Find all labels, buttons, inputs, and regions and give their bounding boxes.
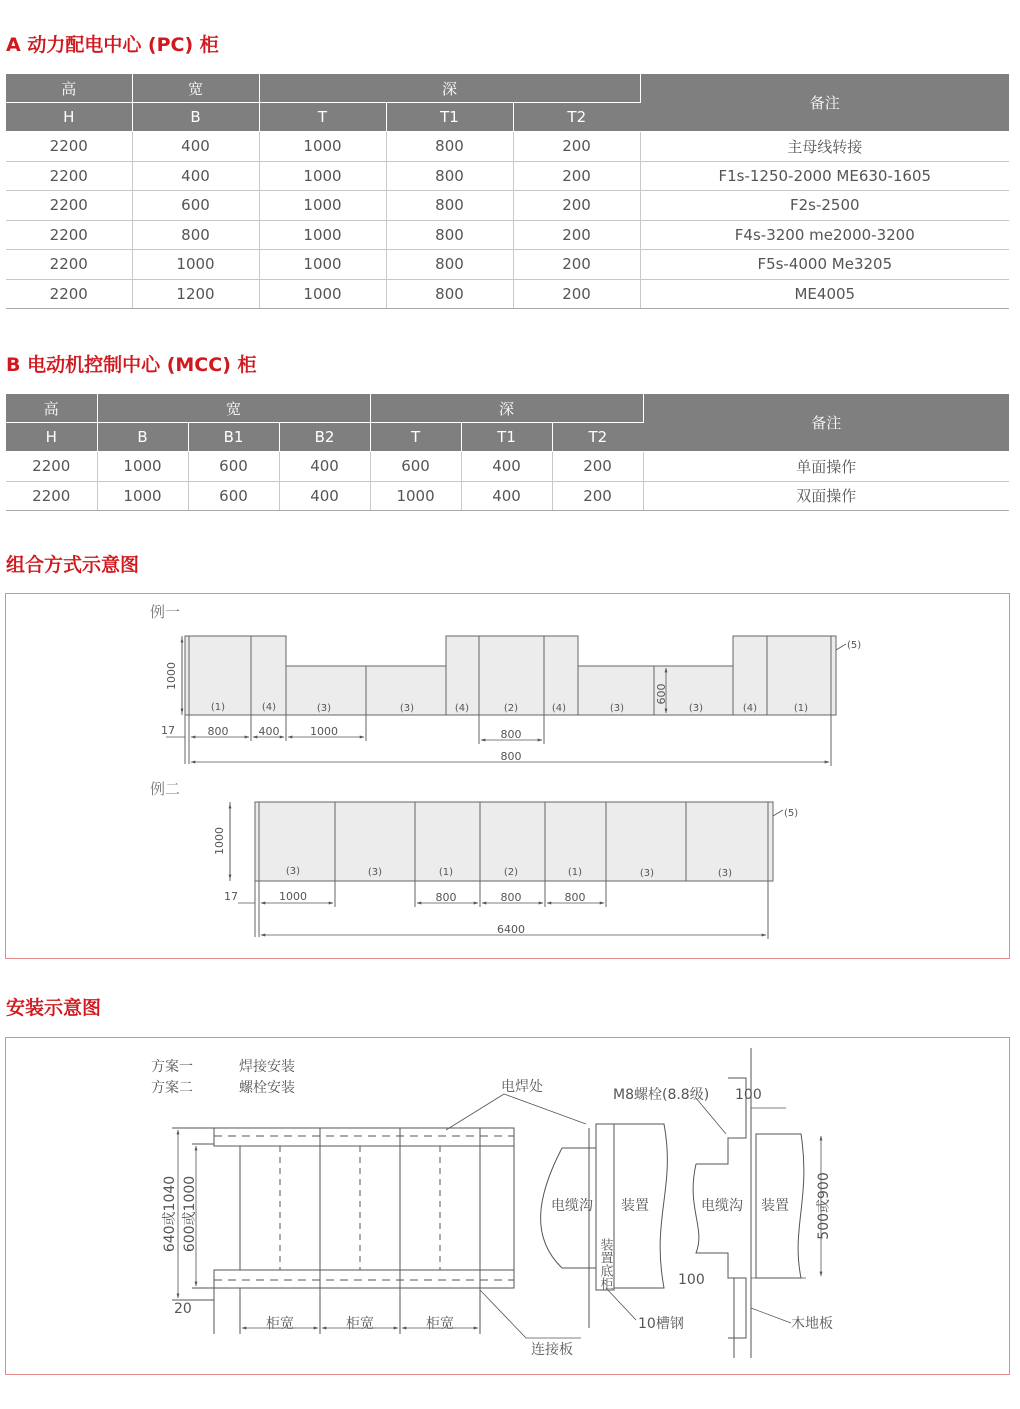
ex2-dim-2: 800: [500, 891, 522, 904]
table-row: [6, 279, 1009, 309]
channel-label: 10槽钢: [638, 1316, 684, 1332]
width-label: 柜宽: [346, 1316, 374, 1332]
ex1-cell-label: (1): [793, 703, 809, 714]
ex1-cell-label: (2): [503, 703, 519, 714]
header-height: 高: [6, 394, 97, 423]
table-cell: 200: [552, 452, 643, 482]
bolt-label: M8螺栓(8.8级): [613, 1087, 710, 1103]
ex2-cell-label: (2): [503, 867, 519, 878]
ex1-cell-label: (3): [609, 703, 625, 714]
table-cell: 1000: [259, 132, 386, 162]
table-cell: 1000: [97, 452, 188, 482]
offset-20-label: 20: [174, 1301, 192, 1317]
table-cell: 1000: [259, 279, 386, 309]
table-cell: F1s-1250-2000 ME630-1605: [640, 161, 1009, 191]
ex2-dim-1: 800: [435, 891, 457, 904]
ex1-cell-label: (3): [688, 703, 704, 714]
depth-left-label: 640或1040: [162, 1175, 178, 1253]
header-remark: 备注: [643, 394, 1009, 452]
table-cell: F2s-2500: [640, 191, 1009, 221]
table-cell: 200: [513, 250, 640, 280]
table-cell: 主母线转接: [640, 132, 1009, 162]
ex2-cell-label: (1): [567, 867, 583, 878]
table-row: [6, 191, 1009, 221]
plan-1-label: 方案一: [151, 1059, 193, 1075]
table-cell: ME4005: [640, 279, 1009, 309]
ex1-dim-3: 800: [500, 728, 522, 741]
table-cell: 2200: [6, 481, 97, 511]
header-depth: 深: [370, 394, 643, 423]
ex2-cell-label: (3): [367, 867, 383, 878]
ex1-dim-1: 400: [258, 725, 280, 738]
table-cell: 单面操作: [643, 452, 1009, 482]
table-cell: 800: [386, 279, 513, 309]
table-cell: 600: [188, 452, 279, 482]
table-cell: 1000: [259, 161, 386, 191]
combination-diagram-frame: [5, 593, 1010, 959]
trench-label: 电缆沟: [701, 1198, 743, 1214]
device-label: 装置: [761, 1198, 789, 1214]
ex1-cell-label: (4): [742, 703, 758, 714]
table-cell: 1000: [259, 250, 386, 280]
ex1-dim-0: 800: [207, 725, 229, 738]
section-b-title: B 电动机控制中心 (MCC) 柜: [6, 354, 257, 376]
ex2-dim-0: 1000: [279, 890, 307, 903]
table-cell: 200: [513, 132, 640, 162]
table-cell: 200: [552, 481, 643, 511]
table-cell: 800: [386, 220, 513, 250]
table-cell: 1200: [132, 279, 259, 309]
table-cell: 200: [513, 161, 640, 191]
header-remark: 备注: [640, 74, 1009, 132]
ex1-dim-2: 1000: [310, 725, 338, 738]
table-cell: 2200: [6, 161, 132, 191]
header-h: H: [6, 423, 97, 452]
table-cell: 200: [513, 191, 640, 221]
ex1-p5-label: (5): [847, 640, 862, 651]
ex1-cell-label: (4): [551, 703, 567, 714]
ex2-cell-label: (3): [285, 866, 301, 877]
table-cell: 800: [386, 161, 513, 191]
table-cell: 200: [513, 279, 640, 309]
table-cell: 400: [279, 452, 370, 482]
ex2-p5-label: (5): [784, 808, 799, 819]
example-1-label: 例一: [150, 603, 181, 621]
example-2-label: 例二: [150, 780, 181, 798]
section-d-title: 安装示意图: [6, 997, 102, 1019]
table-cell: 400: [132, 132, 259, 162]
width-label: 柜宽: [426, 1316, 454, 1332]
ex1-cell-label: (3): [399, 703, 415, 714]
ex2-cell-label: (3): [717, 868, 733, 879]
width-label: 柜宽: [266, 1316, 294, 1332]
table-cell: 2200: [6, 279, 132, 309]
section-a-title: A 动力配电中心 (PC) 柜: [6, 34, 219, 56]
header-b2: B2: [279, 423, 370, 452]
mcc-spec-table: [6, 394, 1009, 511]
table-cell: 1000: [259, 220, 386, 250]
pc-spec-table: [6, 74, 1009, 309]
table-cell: 2200: [6, 452, 97, 482]
combination-diagram: [6, 594, 1009, 958]
table-cell: 600: [188, 481, 279, 511]
ex2-dim-3: 800: [564, 891, 586, 904]
header-b1: B1: [188, 423, 279, 452]
ex2-total: 6400: [497, 923, 525, 936]
weld-label: 电焊处: [501, 1079, 543, 1095]
table-cell: 800: [132, 220, 259, 250]
header-height: 高: [6, 74, 132, 103]
header-t2: T2: [552, 423, 643, 452]
table-row: [6, 481, 1009, 511]
header-width: 宽: [97, 394, 370, 423]
ex2-height-label: 1000: [213, 827, 226, 855]
plan-1-desc: 焊接安装: [239, 1059, 295, 1075]
ex1-offset-label: 17: [161, 724, 175, 737]
installation-diagram: [6, 1038, 1009, 1374]
header-t: T: [259, 103, 386, 132]
header-t: T: [370, 423, 461, 452]
table-row: [6, 452, 1009, 482]
header-b: B: [97, 423, 188, 452]
table-cell: F4s-3200 me2000-3200: [640, 220, 1009, 250]
table-row: [6, 132, 1009, 162]
trench-label: 电缆沟: [551, 1198, 593, 1214]
table-cell: 600: [132, 191, 259, 221]
header-depth: 深: [259, 74, 640, 103]
ex1-cell-label: (3): [316, 703, 332, 714]
table-cell: 2200: [6, 220, 132, 250]
table-cell: 400: [461, 481, 552, 511]
table-cell: 1000: [132, 250, 259, 280]
ex1-total: 800: [500, 750, 522, 763]
dim-100-bottom: 100: [678, 1272, 705, 1288]
header-h: H: [6, 103, 132, 132]
ex1-height-label: 1000: [165, 662, 178, 690]
dim-100-top: 100: [735, 1087, 762, 1103]
installation-diagram-frame: [5, 1037, 1010, 1375]
table-cell: 400: [279, 481, 370, 511]
header-width: 宽: [132, 74, 259, 103]
table-cell: 400: [461, 452, 552, 482]
header-t1: T1: [461, 423, 552, 452]
table-cell: 2200: [6, 191, 132, 221]
table-cell: 1000: [370, 481, 461, 511]
ex1-cell-label: (1): [210, 702, 226, 713]
ex1-cell-label: (4): [261, 702, 277, 713]
table-row: [6, 161, 1009, 191]
table-cell: 800: [386, 250, 513, 280]
table-cell: 800: [386, 132, 513, 162]
floor-label: 木地板: [791, 1316, 833, 1332]
table-cell: F5s-4000 Me3205: [640, 250, 1009, 280]
depth-right-label: 500或900: [816, 1172, 832, 1240]
table-cell: 200: [513, 220, 640, 250]
header-b: B: [132, 103, 259, 132]
table-cell: 600: [370, 452, 461, 482]
section-c-title: 组合方式示意图: [6, 554, 140, 576]
ex2-cell-label: (1): [438, 867, 454, 878]
ex1-cell-label: (4): [454, 703, 470, 714]
table-cell: 1000: [259, 191, 386, 221]
table-cell: 1000: [97, 481, 188, 511]
connector-label: 连接板: [531, 1342, 573, 1358]
plan-2-desc: 螺栓安装: [239, 1080, 295, 1096]
base-cabinet-label: 装置底柜: [597, 1238, 613, 1290]
table-cell: 双面操作: [643, 481, 1009, 511]
depth-inner-label: 600或1000: [182, 1175, 198, 1253]
table-cell: 2200: [6, 132, 132, 162]
ex1-600-label: 600: [655, 683, 668, 705]
ex2-offset-label: 17: [224, 890, 238, 903]
device-label: 装置: [621, 1198, 649, 1214]
table-cell: 400: [132, 161, 259, 191]
plan-2-label: 方案二: [151, 1080, 193, 1096]
table-cell: 800: [386, 191, 513, 221]
table-row: [6, 250, 1009, 280]
header-t1: T1: [386, 103, 513, 132]
ex2-cell-label: (3): [639, 868, 655, 879]
header-t2: T2: [513, 103, 640, 132]
table-row: [6, 220, 1009, 250]
table-cell: 2200: [6, 250, 132, 280]
